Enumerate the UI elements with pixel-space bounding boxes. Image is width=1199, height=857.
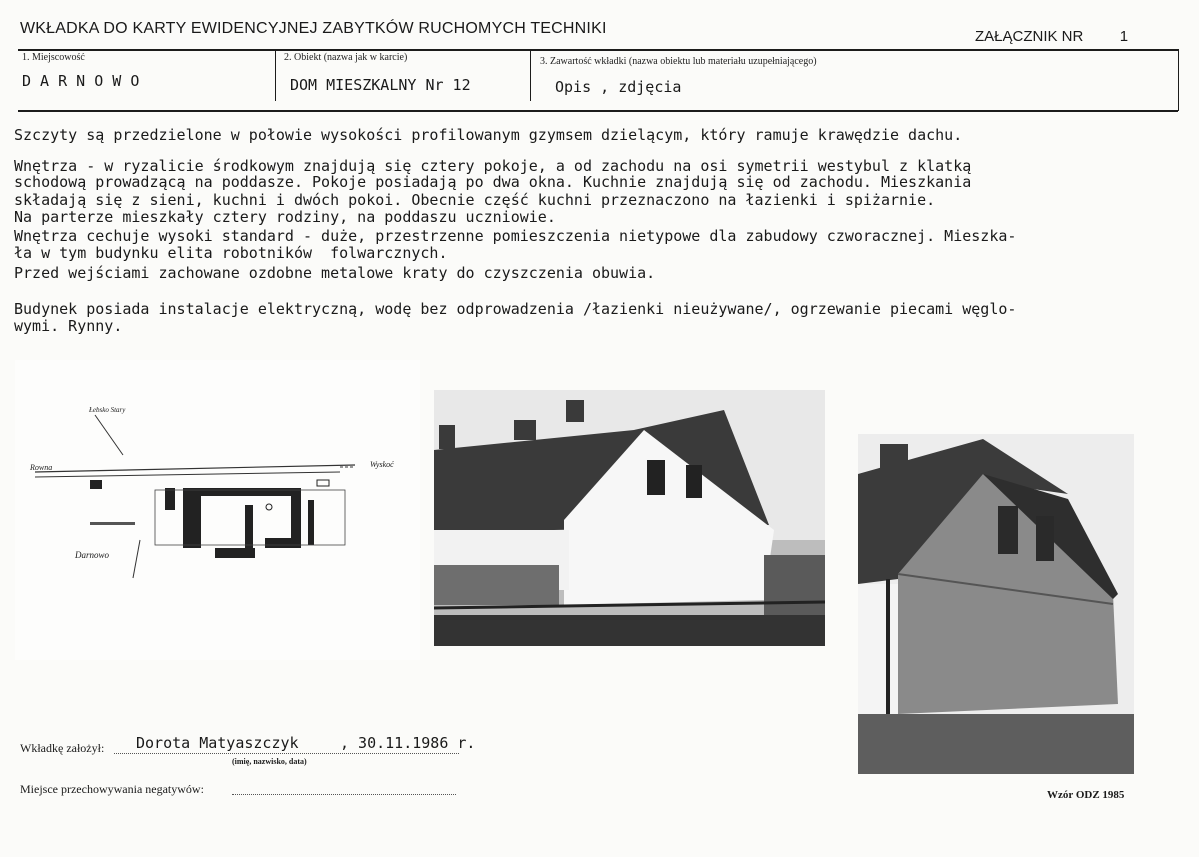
object-label: 2. Obiekt (nazwa jak w karcie) <box>284 52 408 63</box>
header-rule <box>18 49 1178 51</box>
negatives-label: Miejsce przechowywania negatywów: <box>20 782 204 796</box>
body-line-4: składają się z sieni, kuchni i dwóch pokoi. Obecnie część kuchni przeznaczono na łazienki i spiżarnie. <box>14 191 936 209</box>
annex-label <box>975 28 1128 45</box>
field-divider-1 <box>275 49 276 101</box>
body-line-6: Wnętrza cechuje wysoki standard - duże, przestrzenne pomieszczenia nietypowe dla zabudowy czworacznej. Mieszka- <box>14 227 1017 245</box>
body-line-1: Szczyty są przedzielone w połowie wysokości profilowanym gzymsem dzielącym, który ramuje krawędzie dachu. <box>14 126 963 144</box>
author-value: Dorota Matyaszczyk <box>136 734 299 752</box>
annex-label-text: ZAŁĄCZNIK NR <box>975 28 1084 45</box>
body-line-9: Budynek posiada instalacje elektryczną, wodę bez odprowadzenia /łazienki nieużywane/, ogrzewanie piecami węglo- <box>14 300 1017 318</box>
field-divider-2 <box>530 49 531 101</box>
fields-bottom-rule <box>18 110 1178 112</box>
map-label-right: Wyskoć <box>370 460 394 469</box>
house-photo-gable <box>858 434 1134 774</box>
negatives-dotted-line <box>232 794 456 795</box>
locality-value: D A R N O W O <box>22 72 140 90</box>
site-map <box>15 360 420 660</box>
document-title: WKŁADKA DO KARTY EWIDENCYJNEJ ZABYTKÓW RUCHOMYCH TECHNIKI <box>20 20 607 37</box>
house-photo-front <box>434 390 825 646</box>
map-label-top: Łebsko Stary <box>89 406 126 414</box>
locality-label: 1. Miejscowość <box>22 52 85 63</box>
house-photo-front-image <box>434 390 825 646</box>
content-label: 3. Zawartość wkładki (nazwa obiektu lub materiału uzupełniającego) <box>540 56 817 67</box>
annex-number: 1 <box>1119 28 1129 45</box>
object-value: DOM MIESZKALNY Nr 12 <box>290 76 471 94</box>
body-line-7: ła w tym budynku elita robotników folwarcznych. <box>14 244 448 262</box>
content-value: Opis , zdjęcia <box>555 78 682 96</box>
body-line-10: wymi. Rynny. <box>14 317 123 335</box>
map-label-bottom: Darnowo <box>75 550 110 560</box>
author-dotted-line <box>114 753 459 754</box>
body-line-5: Na parterze mieszkały cztery rodziny, na poddaszu uczniowie. <box>14 208 556 226</box>
house-photo-gable-image <box>858 434 1134 774</box>
map-label-left: Rowna <box>30 463 53 472</box>
field-divider-right <box>1178 49 1179 111</box>
body-line-3: schodową prowadzącą na poddasze. Pokoje posiadają po dwa okna. Kuchnie znajdują się od zachodu. Mieszkania <box>14 173 972 191</box>
body-line-2: Wnętrza - w ryzalicie środkowym znajdują się cztery pokoje, a od zachodu na osi symetrii westybul z klatką <box>14 157 972 175</box>
body-line-8: Przed wejściami zachowane ozdobne metalowe kraty do czyszczenia obuwia. <box>14 264 656 282</box>
date-value: , 30.11.1986 r. <box>340 734 476 752</box>
author-sublabel: (imię, nazwisko, data) <box>232 757 307 766</box>
site-map-drawing <box>15 360 420 660</box>
template-label: Wzór ODZ 1985 <box>1047 789 1125 801</box>
author-label: Wkładkę założył: <box>20 741 105 755</box>
